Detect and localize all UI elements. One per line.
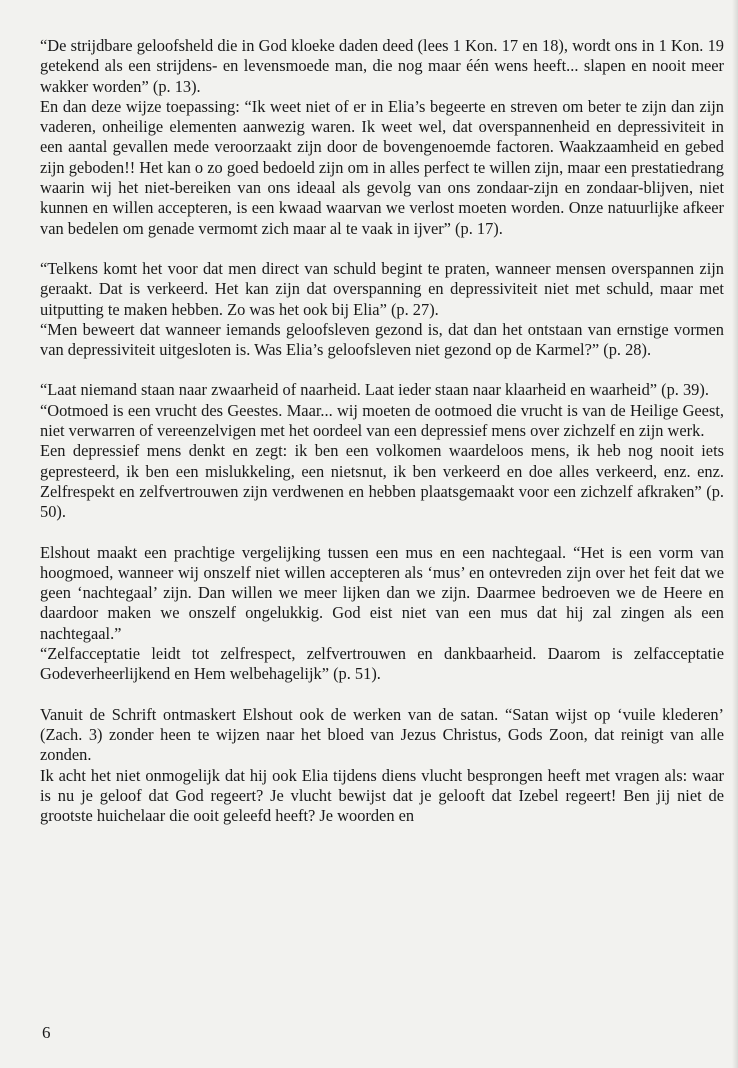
paragraph: “Telkens komt het voor dat men direct van schuld begint te praten, wanneer mensen overspannen zijn geraakt. Dat is verkeerd. Het kan zijn dat overspanning en depressiviteit niet met schuld, maar met uitputting te maken hebben. Zo was het ook bij Elia” (p. 27). — [40, 258, 724, 319]
paragraph: Vanuit de Schrift ontmaskert Elshout ook de werken van de satan. “Satan wijst op ‘vuile klederen’ (Zach. 3) zonder heen te wijzen naar het bloed van Jezus Christus, Gods Zoon, dat reinigt van alle zonden. — [40, 704, 724, 765]
paragraph: “Ootmoed is een vrucht des Geestes. Maar... wij moeten de ootmoed die vrucht is van de Heilige Geest, niet verwarren of vereenzelvigen met het oordeel van een depressief mens over zichzelf en zijn werk. — [40, 400, 724, 441]
body-text — [40, 36, 724, 826]
paragraph: “Zelfacceptatie leidt tot zelfrespect, zelfvertrouwen en dankbaarheid. Daarom is zelfacceptatie Godeverheerlijkend en Hem welbehagelijk” (p. 51). — [40, 644, 724, 684]
page-edge-shadow — [732, 0, 738, 1068]
paragraph: Een depressief mens denkt en zegt: ik ben een volkomen waardeloos mens, ik heb nog nooit iets gepresteerd, ik ben een mislukkeling, een nietsnut, ik ben verkeerd en doe alles verkeerd, enz. enz. Zelfrespekt en zelfvertrouwen zijn verdwenen en hebben plaatsgemaakt voor een zichzelf afkraken” (p. 50). — [40, 441, 724, 522]
page-number: 6 — [42, 1023, 51, 1042]
paragraph: Elshout maakt een prachtige vergelijking tussen een mus en een nachtegaal. “Het is een vorm van hoogmoed, wanneer wij onszelf niet willen accepteren als ‘mus’ en ontevreden zijn over het feit dat we geen ‘nachtegaal’ zijn. Dan willen we meer lijken dan we zijn. Daarmee bedroeven we de Heere en daardoor maken we onszelf ongelukkig. God eist niet van een mus dat hij zal zingen als een nachtegaal.” — [40, 542, 724, 643]
paragraph: “De strijdbare geloofsheld die in God kloeke daden deed (lees 1 Kon. 17 en 18), wordt ons in 1 Kon. 19 getekend als een strijdens- en levensmoede man, die nog maar één wens heeft... slapen en nooit meer wakker worden” (p. 13). — [40, 36, 724, 96]
paragraph: En dan deze wijze toepassing: “Ik weet niet of er in Elia’s begeerte en streven om beter te zijn dan zijn vaderen, onheilige elementen aanwezig waren. Ik weet wel, dat overspannenheid en depressiviteit in een aantal gevallen mede veroorzaakt zijn door de bovengenoemde factoren. Waakzaamheid en gebed zijn geboden!! Het kan o zo goed bedoeld zijn om in alles perfect te willen zijn, maar een prestatiedrang waarin wij het niet-bereiken van ons ideaal als gevolg van ons zondaar-zijn en zondaar-blijven, niet kunnen en willen accepteren, is een kwaad waarvan we verlost moeten worden. Onze natuurlijke afkeer van bedelen om genade vermomt zich maar al te vaak in ijver” (p. 17). — [40, 96, 724, 238]
paragraph: “Laat niemand staan naar zwaarheid of naarheid. Laat ieder staan naar klaarheid en waarheid” (p. 39). — [40, 380, 709, 400]
paragraph: Ik acht het niet onmogelijk dat hij ook Elia tijdens diens vlucht besprongen heeft met vragen als: waar is nu je geloof dat God regeert? Je vlucht bewijst dat je gelooft dat Izebel regeert! Ben jij niet de grootste huichelaar die ooit geleefd heeft? Je woorden en — [40, 765, 724, 826]
paragraph: “Men beweert dat wanneer iemands geloofsleven gezond is, dat dan het ontstaan van ernstige vormen van depressiviteit uitgesloten is. Was Elia’s geloofsleven niet gezond op de Karmel?” (p. 28). — [40, 319, 724, 360]
